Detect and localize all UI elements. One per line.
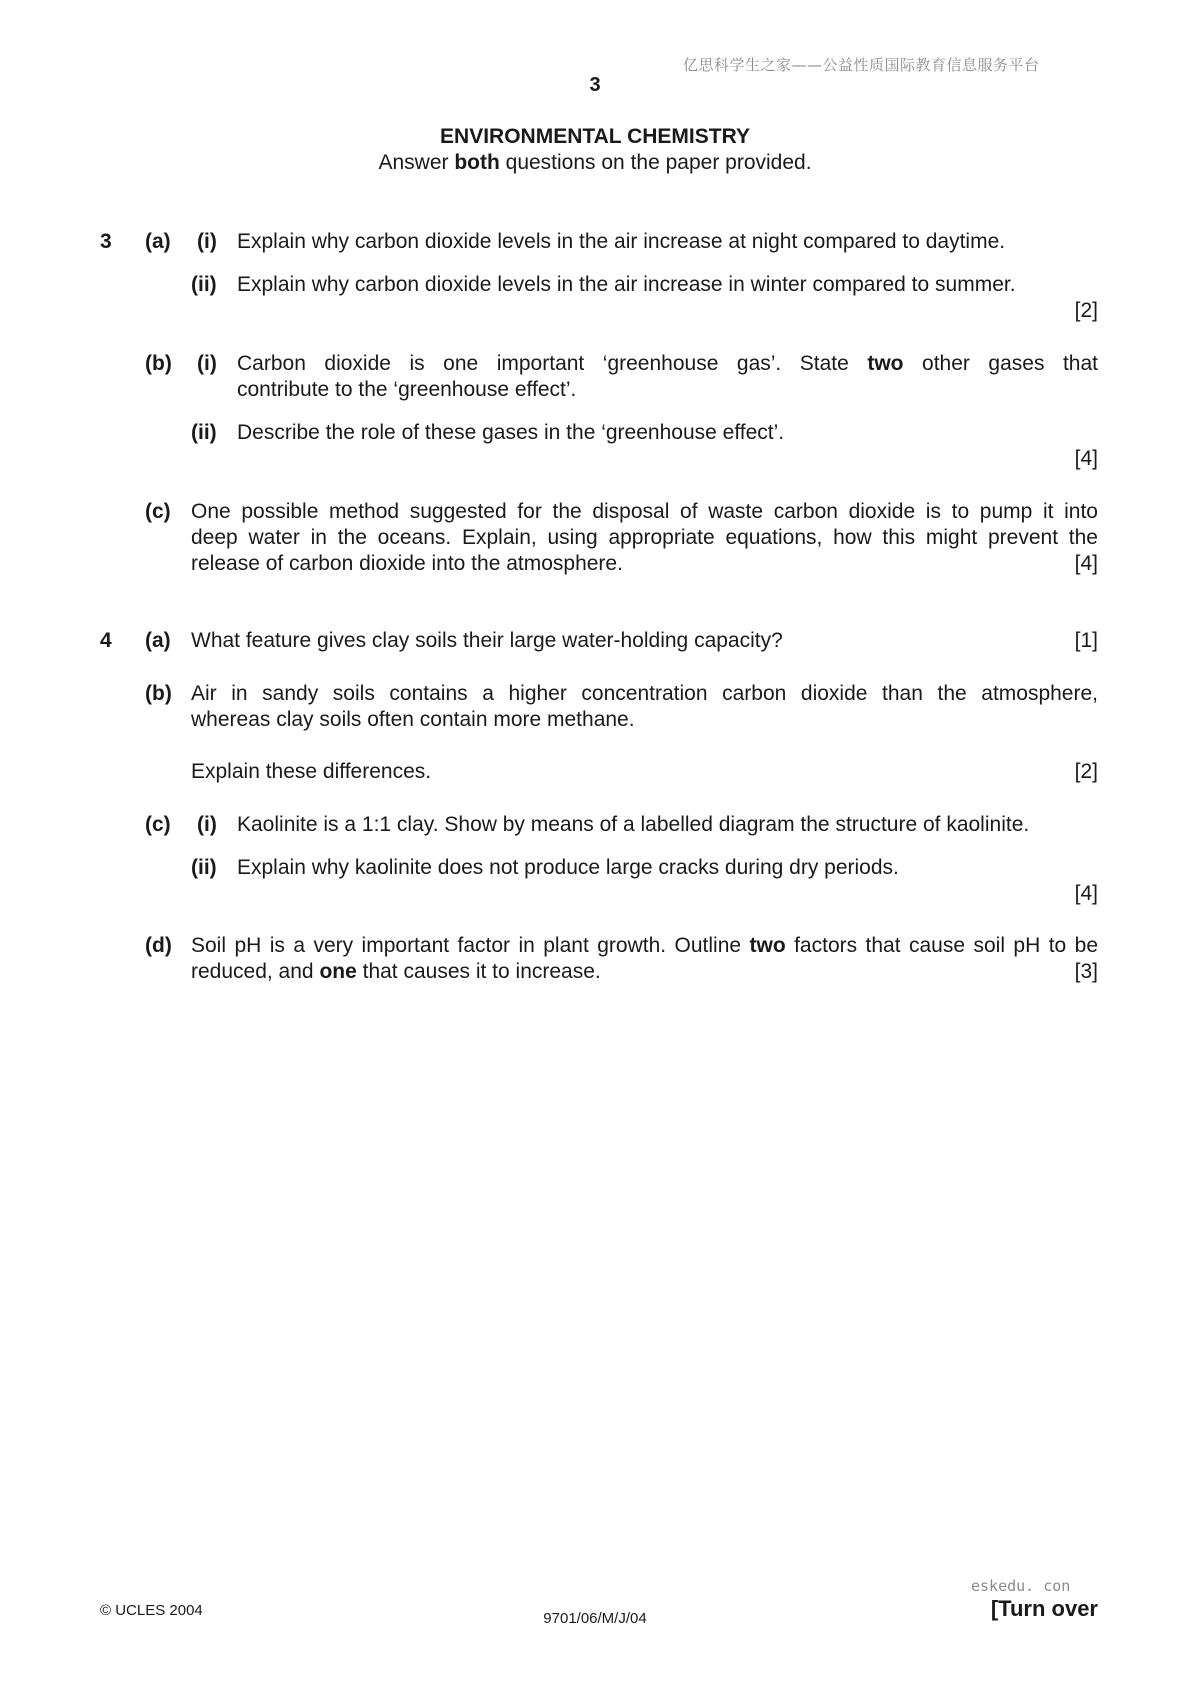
instruction-bold: both xyxy=(454,151,500,174)
q3-a-ii-label: (ii) xyxy=(191,273,217,296)
q3-b-i-text-line1 xyxy=(237,351,1098,377)
q4-c-marks: [4] xyxy=(1074,882,1098,905)
question-4-number: 4 xyxy=(100,629,112,652)
q4-d-text-line1 xyxy=(191,933,1098,959)
q4-c-label: (c) xyxy=(145,813,171,836)
q4-a-label: (a) xyxy=(145,629,171,652)
q4-d-pre: Soil pH is a very important factor in plant growth. Outline xyxy=(191,934,750,957)
q4-c-i-text: Kaolinite is a 1:1 clay. Show by means of a labelled diagram the structure of kaolinite. xyxy=(237,813,1030,836)
q3-b-i-pre: Carbon dioxide is one important ‘greenhouse gas’. State xyxy=(237,352,868,375)
q4-c-ii-label: (ii) xyxy=(191,856,217,879)
q3-c-marks: [4] xyxy=(1074,552,1098,575)
q4-d-post: factors that cause soil pH to be xyxy=(785,934,1099,957)
watermark-footer: eskedu. con xyxy=(971,1577,1071,1595)
q4-d-marks: [3] xyxy=(1074,960,1098,983)
q3-b-ii-label: (ii) xyxy=(191,421,217,444)
q4-c-i-label: (i) xyxy=(197,813,217,836)
watermark-header: 亿思科学生之家——公益性质国际教育信息服务平台 xyxy=(683,56,1040,74)
q4-a-text: What feature gives clay soils their large water-holding capacity? xyxy=(191,629,783,652)
instruction-post: questions on the paper provided. xyxy=(499,151,812,174)
section-title: ENVIRONMENTAL CHEMISTRY xyxy=(440,125,750,148)
q3-a-ii-text: Explain why carbon dioxide levels in the air increase in winter compared to summer. xyxy=(237,273,1016,296)
q3-c-text-line3: release of carbon dioxide into the atmosphere. xyxy=(191,552,623,575)
page-number: 3 xyxy=(589,74,601,96)
q4-d-line2-post: that causes it to increase. xyxy=(356,960,601,983)
q3-b-label: (b) xyxy=(145,352,172,375)
instruction-pre: Answer xyxy=(378,151,455,174)
q3-c-text-line1: One possible method suggested for the disposal of waste carbon dioxide is to pump it into xyxy=(191,500,1098,523)
footer-turn-over: [Turn over xyxy=(990,1596,1098,1621)
q3-a-i-text: Explain why carbon dioxide levels in the air increase at night compared to daytime. xyxy=(237,230,1006,253)
q3-b-i-bold: two xyxy=(867,352,904,375)
q3-b-i-text-line2: contribute to the ‘greenhouse effect’. xyxy=(237,378,577,401)
q3-b-i-label: (i) xyxy=(197,352,217,375)
q3-b-ii-text: Describe the role of these gases in the ‘greenhouse effect’. xyxy=(237,421,785,444)
q4-b-marks: [2] xyxy=(1074,760,1098,783)
q3-a-i-label: (i) xyxy=(197,230,217,253)
q4-b-text-line2: whereas clay soils often contain more methane. xyxy=(191,708,635,731)
instruction xyxy=(0,151,1190,175)
q4-b-text-line3: Explain these differences. xyxy=(191,760,432,783)
q4-d-bold-one: one xyxy=(319,960,357,983)
q3-b-marks: [4] xyxy=(1074,447,1098,470)
q4-a-marks: [1] xyxy=(1074,629,1098,652)
q3-a-label: (a) xyxy=(145,230,171,253)
q3-a-marks: [2] xyxy=(1074,299,1098,322)
footer-copyright: © UCLES 2004 xyxy=(100,1602,203,1619)
footer-paper-code: 9701/06/M/J/04 xyxy=(543,1610,647,1627)
q4-d-text-line2 xyxy=(191,959,601,985)
q4-d-label: (d) xyxy=(145,934,172,957)
q4-b-label: (b) xyxy=(145,682,172,705)
q3-c-text-line2: deep water in the oceans. Explain, using appropriate equations, how this might prevent the xyxy=(191,526,1098,549)
q4-d-bold-two: two xyxy=(749,934,786,957)
q3-c-label: (c) xyxy=(145,500,171,523)
q4-c-ii-text: Explain why kaolinite does not produce large cracks during dry periods. xyxy=(237,856,899,879)
q4-b-text-line1: Air in sandy soils contains a higher concentration carbon dioxide than the atmosphere, xyxy=(191,682,1098,705)
q4-d-line2-pre: reduced, and xyxy=(191,960,320,983)
question-3-number: 3 xyxy=(100,230,112,253)
q3-b-i-post: other gases that xyxy=(903,352,1099,375)
